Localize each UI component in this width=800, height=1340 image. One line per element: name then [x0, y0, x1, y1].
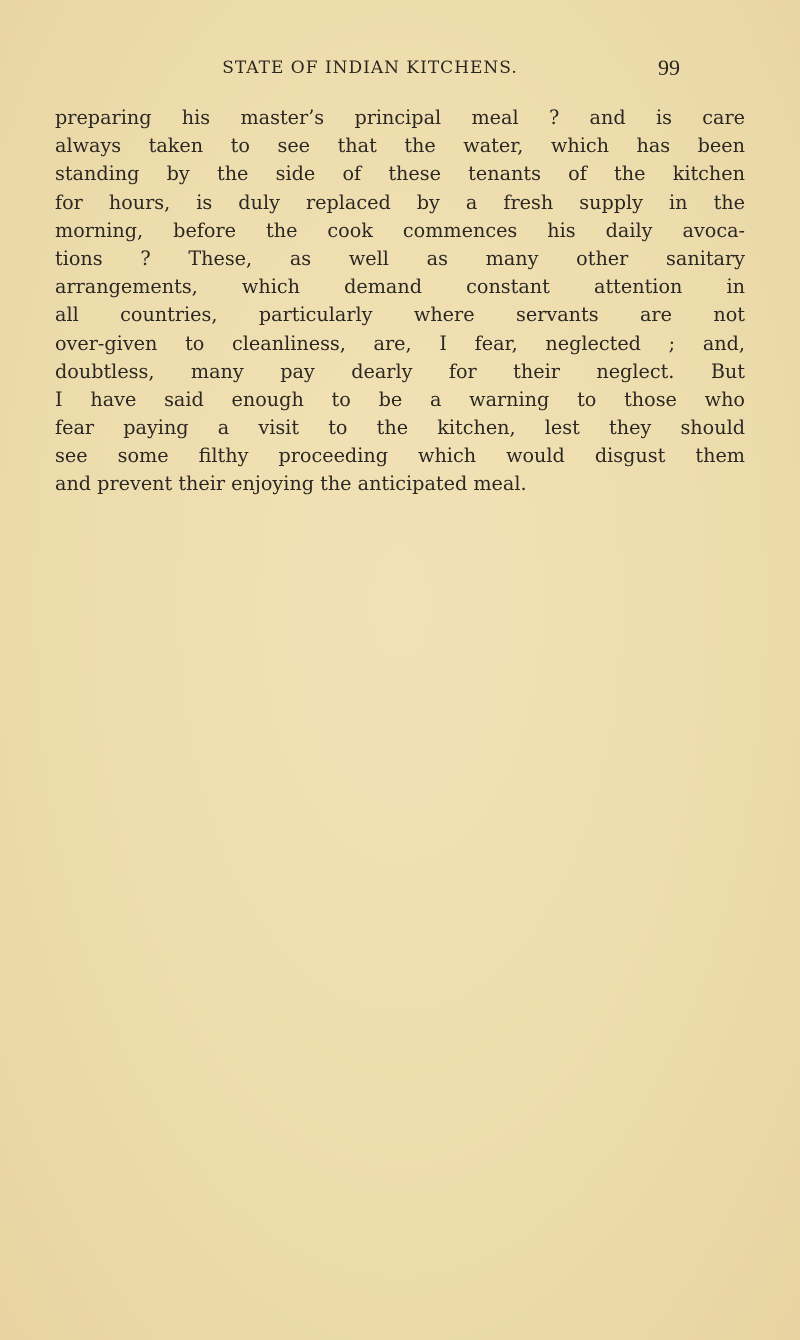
text-line: morning, before the cook commences his daily avoca- [55, 218, 745, 242]
running-head [0, 55, 800, 88]
text-line: see some filthy proceeding which would disgust them [55, 444, 745, 468]
text-line: and prevent their enjoying the anticipated meal. [55, 472, 527, 496]
text-line: doubtless, many pay dearly for their neglect. But [55, 359, 745, 383]
text-line: over-given to cleanliness, are, I fear, neglected ; and, [55, 331, 745, 355]
text-line: standing by the side of these tenants of the kitchen [55, 162, 745, 186]
page-number: 99 [658, 55, 680, 80]
text-line: fear paying a visit to the kitchen, lest they should [55, 416, 745, 440]
text-line: all countries, particularly where servants are not [55, 303, 745, 327]
body-paragraph [55, 104, 745, 499]
text-line: always taken to see that the water, which has been [55, 134, 745, 158]
text-line: preparing his master’s principal meal ? and is care [55, 106, 745, 129]
text-line: tions ? These, as well as many other sanitary [55, 246, 745, 270]
running-title: STATE OF INDIAN KITCHENS. [222, 58, 518, 78]
text-line: I have said enough to be a warning to those who [55, 387, 745, 411]
text-line: for hours, is duly replaced by a fresh supply in the [55, 190, 745, 214]
text-line: arrangements, which demand constant attention in [55, 275, 745, 299]
